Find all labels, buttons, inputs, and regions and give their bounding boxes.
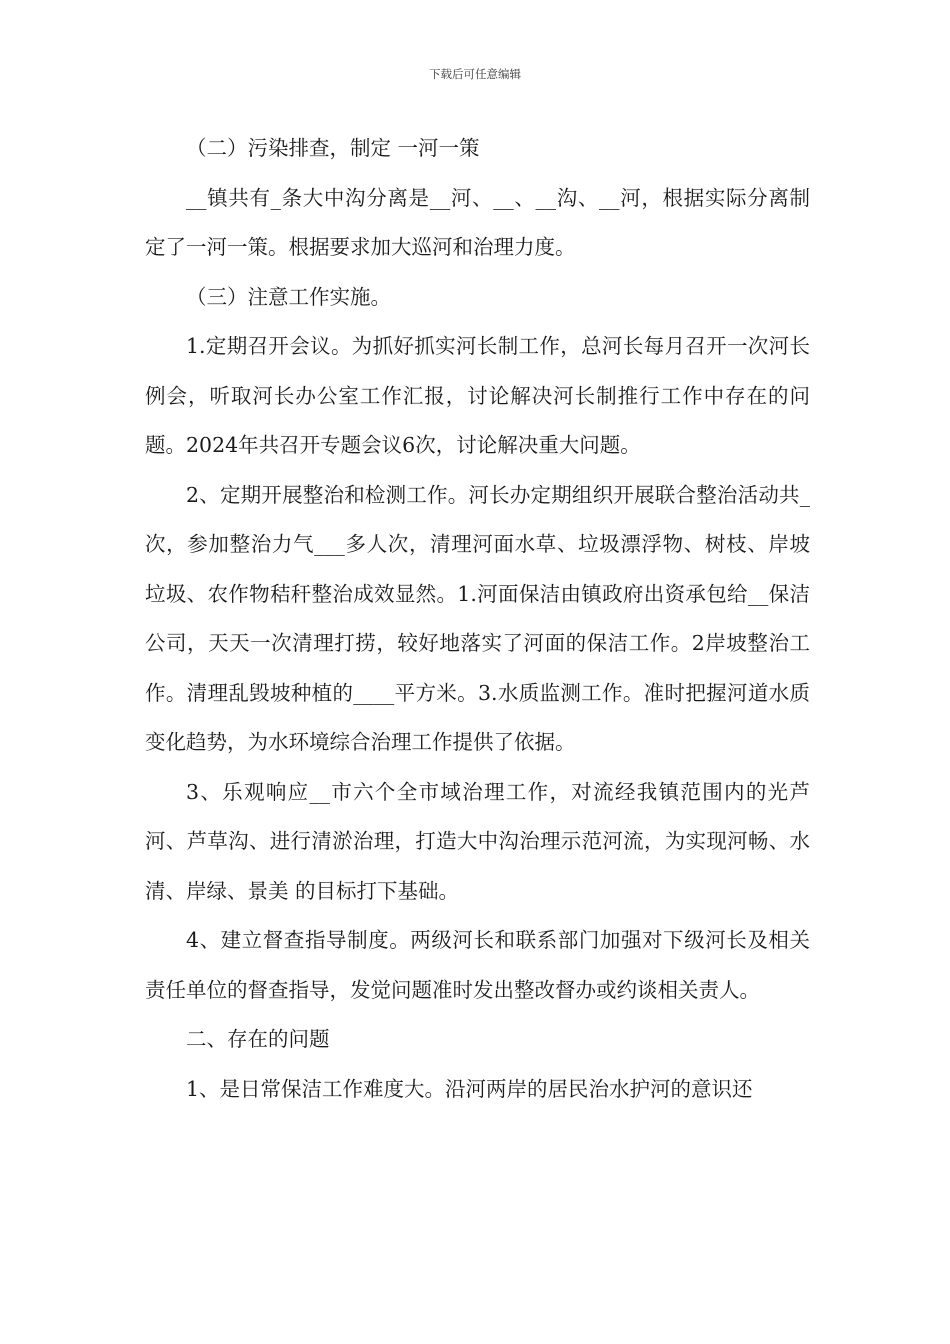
paragraph-cleaning-difficulty: 1、是日常保洁工作难度大。沿河两岸的居民治水护河的意识还 (186, 1076, 753, 1101)
paragraph-river-policy: __镇共有_条大中沟分离是__河、__、__沟、__河，根据实际分离制定了一河一策。根据要求加大巡河和治理力度。 (145, 185, 810, 259)
page-header-note: 下载后可任意编辑 (429, 67, 521, 81)
paragraph-rectification-monitoring: 2、定期开展整治和检测工作。河长办定期组织开展联合整治活动共_次，参加整治力气___多人次，清理河面水草、垃圾漂浮物、树枝、岸坡垃圾、农作物秸秆整治成效显然。1.河面保洁由镇政府出资承包给__保洁公司，天天一次清理打捞，较好地落实了河面的保洁工作。2岸坡整治工作。清理乱毁坡种植的____平方米。3.水质监测工作。准时把握河道水质变化趋势，为水环境综合治理工作提供了依据。 (145, 482, 810, 754)
paragraph-supervision-system: 4、建立督查指导制度。两级河长和联系部门加强对下级河长及相关责任单位的督查指导，发觉问题准时发出整改督办或约谈相关责人。 (145, 928, 810, 1002)
section-heading-pollution-survey: （二）污染排查，制定 一河一策 (186, 136, 480, 160)
paragraph-regular-meetings: 1.定期召开会议。为抓好抓实河长制工作，总河长每月召开一次河长例会，听取河长办公室工作汇报，讨论解决河长制推行工作中存在的问题。2024年共召开专题会议6次，讨论解决重大问题。 (145, 334, 810, 457)
section-heading-existing-problems: 二、存在的问题 (186, 1027, 330, 1051)
document-body (145, 124, 810, 1114)
section-heading-work-implementation: （三）注意工作实施。 (186, 284, 391, 309)
paragraph-city-governance: 3、乐观响应__市六个全市域治理工作，对流经我镇范围内的光芦河、芦草沟、进行清淤治理，打造大中沟治理示范河流，为实现河畅、水清、岸绿、景美 的目标打下基础。 (145, 779, 810, 903)
